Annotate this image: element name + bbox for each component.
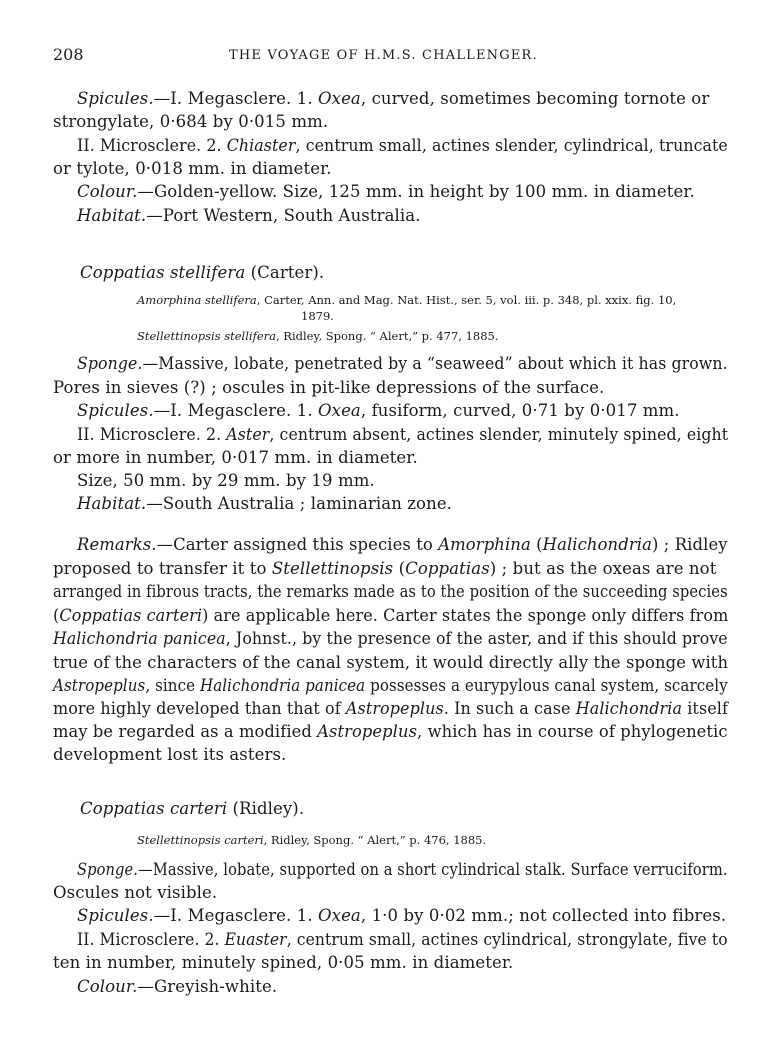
paragraph-line: II. Microsclere. 2. Chiaster, centrum small, actines slender, cylindrical, truncate xyxy=(77,136,728,155)
paragraph-line: II. Microsclere. 2. Euaster, centrum small, actines cylindrical, strongylate, five to xyxy=(77,930,728,949)
paragraph-line: Colour.—Golden-yellow. Size, 125 mm. in height by 100 mm. in diameter. xyxy=(77,182,695,201)
field-label: Spicules. xyxy=(77,906,154,925)
page-number: 208 xyxy=(53,45,84,64)
paragraph-line: (Coppatias carteri) are applicable here. Carter states the sponge only differs from xyxy=(53,606,729,625)
paragraph-line: Colour.—Greyish-white. xyxy=(77,977,278,996)
paragraph-line: strongylate, 0·684 by 0·015 mm. xyxy=(53,112,329,131)
field-label: Remarks. xyxy=(77,535,157,554)
paragraph-line: or more in number, 0·017 mm. in diameter. xyxy=(53,448,418,467)
paragraph-line: or tylote, 0·018 mm. in diameter. xyxy=(53,159,332,178)
paragraph-line: arranged in fibrous tracts, the remarks made as to the position of the succeeding species xyxy=(53,582,728,601)
field-label: Habitat. xyxy=(77,206,147,225)
field-label: Spicules. xyxy=(77,89,154,108)
paragraph-line: Astropeplus, since Halichondria panicea possesses a eurypylous canal system, scarcely xyxy=(53,676,728,695)
synonymy-reference: Stellettinopsis carteri, Ridley, Spong. “ Alert,” p. 476, 1885. xyxy=(137,833,487,847)
paragraph-line: Size, 50 mm. by 29 mm. by 19 mm. xyxy=(77,471,375,490)
field-label: Colour. xyxy=(77,182,138,201)
field-label: Sponge. xyxy=(77,860,139,879)
field-label: Colour. xyxy=(77,977,138,996)
paragraph-line: may be regarded as a modified Astropeplus, which has in course of phylogenetic xyxy=(53,722,728,741)
paragraph-line: Habitat.—South Australia ; laminarian zone. xyxy=(77,494,453,513)
paragraph-line: Habitat.—Port Western, South Australia. xyxy=(77,206,421,225)
synonymy-reference: 1879. xyxy=(301,309,334,323)
paragraph-line: Sponge.—Massive, lobate, penetrated by a “seaweed” about which it has grown. xyxy=(77,354,728,373)
paragraph-line: II. Microsclere. 2. Aster, centrum absent, actines slender, minutely spined, eight xyxy=(77,425,729,444)
paragraph-line: proposed to transfer it to Stellettinopsis (Coppatias) ; but as the oxeas are not xyxy=(53,559,717,578)
field-label: Sponge. xyxy=(77,354,143,373)
synonymy-reference: Stellettinopsis stellifera, Ridley, Spong. “ Alert,” p. 477, 1885. xyxy=(137,329,499,343)
paragraph-line: Spicules.—I. Megasclere. 1. Oxea, 1·0 by 0·02 mm.; not collected into fibres. xyxy=(77,906,727,925)
species-heading: Coppatias stellifera (Carter). xyxy=(80,263,325,282)
paragraph-line: Spicules.—I. Megasclere. 1. Oxea, fusiform, curved, 0·71 by 0·017 mm. xyxy=(77,401,680,420)
field-label: Habitat. xyxy=(77,494,147,513)
paragraph-line: Halichondria panicea, Johnst., by the presence of the aster, and if this should prove xyxy=(53,629,728,648)
paragraph-line: Sponge.—Massive, lobate, supported on a short cylindrical stalk. Surface verruciform. xyxy=(77,860,728,879)
paragraph-line: true of the characters of the canal system, it would directly ally the sponge with xyxy=(53,653,729,672)
paragraph-line: Spicules.—I. Megasclere. 1. Oxea, curved, sometimes becoming tornote or xyxy=(77,89,710,108)
paragraph-line: Remarks.—Carter assigned this species to Amorphina (Halichondria) ; Ridley xyxy=(77,535,728,554)
running-title: THE VOYAGE OF H.M.S. CHALLENGER. xyxy=(229,48,538,63)
synonymy-reference: Amorphina stellifera, Carter, Ann. and Mag. Nat. Hist., ser. 5, vol. iii. p. 348, pl. xxix. fig. 10, xyxy=(137,293,677,307)
paragraph-line: ten in number, minutely spined, 0·05 mm. in diameter. xyxy=(53,953,514,972)
species-heading: Coppatias carteri (Ridley). xyxy=(80,799,305,818)
paragraph-line: more highly developed than that of Astropeplus. In such a case Halichondria itself xyxy=(53,699,728,718)
field-label: Spicules. xyxy=(77,401,154,420)
paragraph-line: Pores in sieves (?) ; oscules in pit-like depressions of the surface. xyxy=(53,378,605,397)
paragraph-line: development lost its asters. xyxy=(53,745,287,764)
paragraph-line: Oscules not visible. xyxy=(53,883,218,902)
